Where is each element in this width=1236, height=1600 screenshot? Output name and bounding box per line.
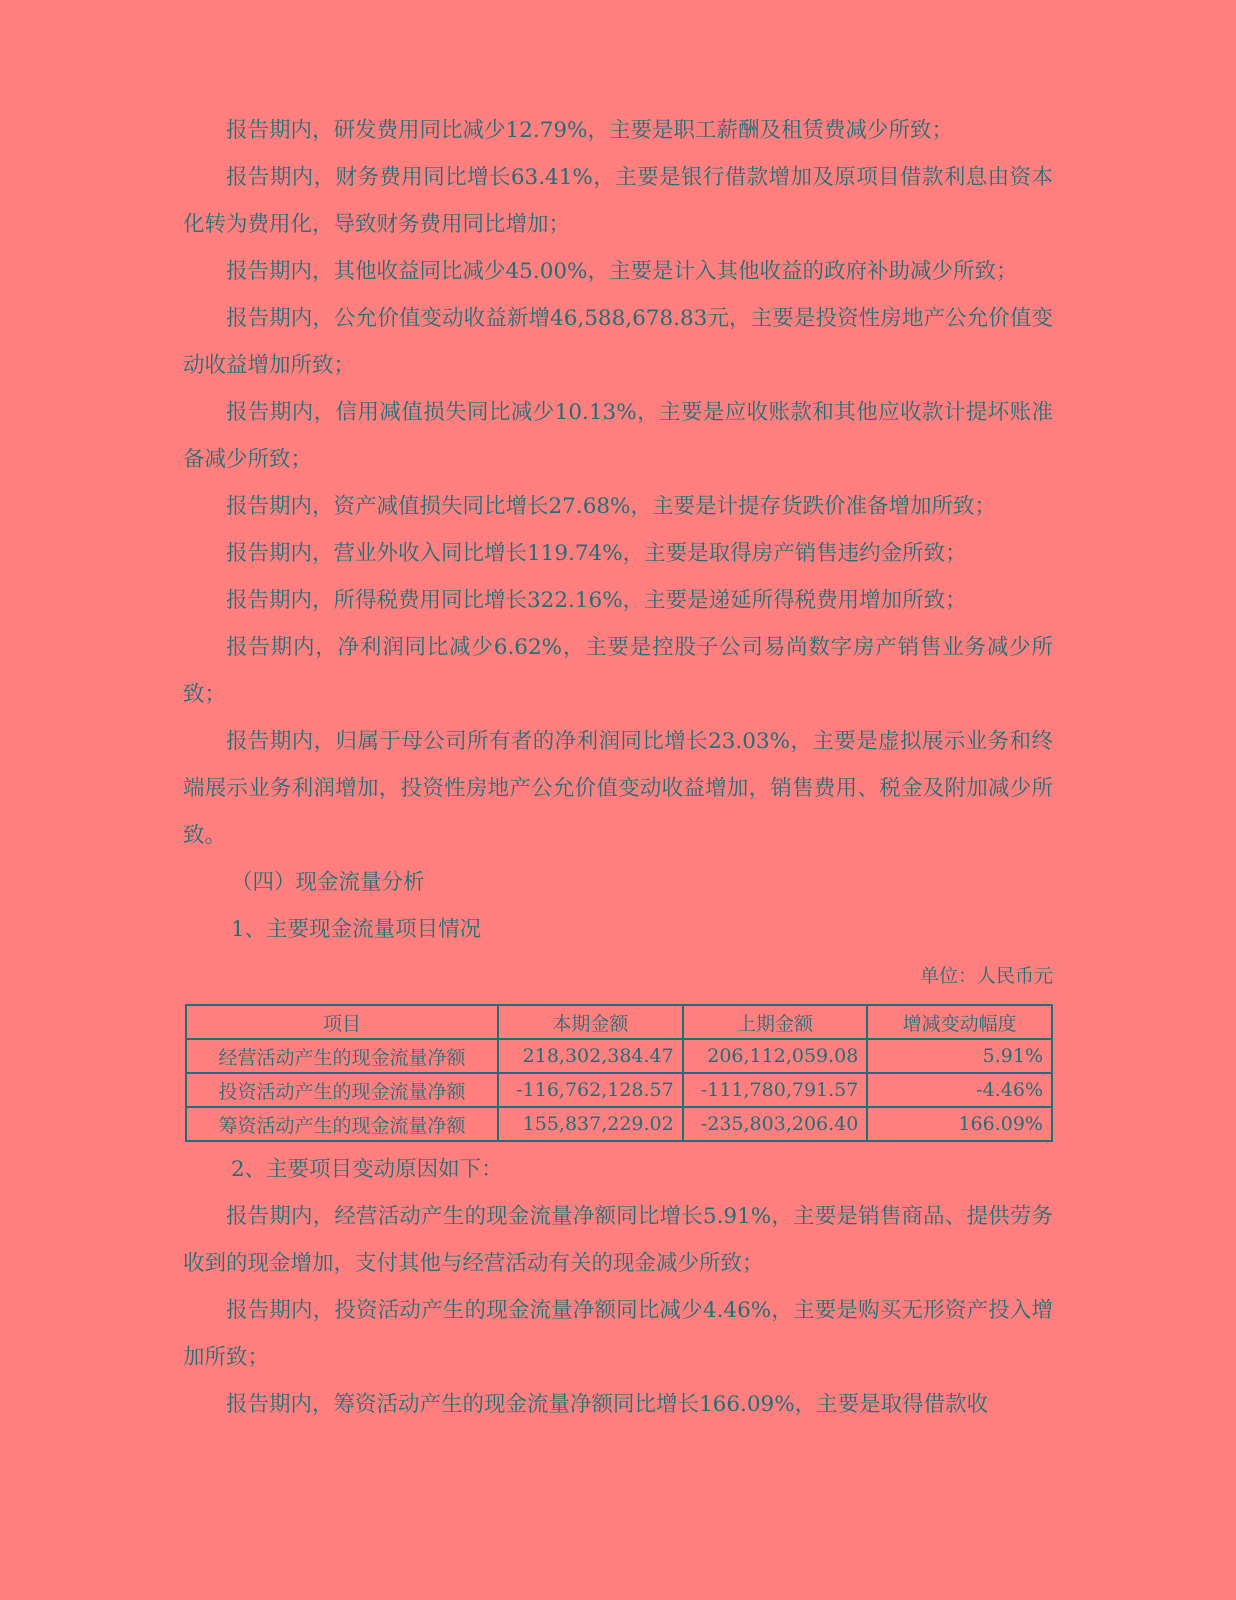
table-cell-change: 166.09%	[867, 1107, 1052, 1141]
paragraph-other-income: 报告期内，其他收益同比减少45.00%，主要是计入其他收益的政府补助减少所致；	[226, 259, 1018, 284]
table-header-row	[186, 1005, 1052, 1039]
paragraph-rd-expense: 报告期内，研发费用同比减少12.79%，主要是职工薪酬及租赁费减少所致；	[226, 118, 953, 143]
unit-label: 单位：人民币元	[919, 965, 1053, 987]
table-cell-current: 155,837,229.02	[498, 1107, 683, 1141]
table-cell-change: 5.91%	[867, 1039, 1052, 1073]
column-header-item: 项目	[186, 1005, 498, 1039]
table-cell-current: 218,302,384.47	[498, 1039, 683, 1073]
subheading-main-cash-flow-items: 1、主要现金流量项目情况	[231, 917, 482, 942]
paragraph-income-tax: 报告期内，所得税费用同比增长322.16%，主要是递延所得税费用增加所致；	[226, 588, 967, 613]
column-header-prior-amount: 上期金额	[683, 1005, 868, 1039]
column-header-change-rate: 增减变动幅度	[867, 1005, 1052, 1039]
paragraph-parent-net-profit: 报告期内，归属于母公司所有者的净利润同比增长23.03%，主要是虚拟展示业务和终端展示业务利润增加，投资性房地产公允价值变动收益增加，销售费用、税金及附加减少所致。	[183, 729, 1053, 848]
paragraph-net-profit: 报告期内，净利润同比减少6.62%，主要是控股子公司易尚数字房产销售业务减少所致；	[183, 635, 1053, 707]
paragraph-investing-cash-flow: 报告期内，投资活动产生的现金流量净额同比减少4.46%，主要是购买无形资产投入增加所致；	[183, 1298, 1053, 1370]
table-cell-current: -116,762,128.57	[498, 1073, 683, 1107]
paragraph-finance-expense: 报告期内，财务费用同比增长63.41%，主要是银行借款增加及原项目借款利息由资本化转为费用化，导致财务费用同比增加；	[183, 165, 1053, 237]
paragraph-asset-impairment: 报告期内，资产减值损失同比增长27.68%，主要是计提存货跌价准备增加所致；	[226, 494, 996, 519]
cash-flow-table	[185, 1004, 1053, 1142]
table-row	[186, 1107, 1052, 1141]
table-row	[186, 1039, 1052, 1073]
table-cell-item: 筹资活动产生的现金流量净额	[186, 1107, 498, 1141]
table-cell-prior: 206,112,059.08	[683, 1039, 868, 1073]
paragraph-operating-cash-flow: 报告期内，经营活动产生的现金流量净额同比增长5.91%，主要是销售商品、提供劳务收到的现金增加，支付其他与经营活动有关的现金减少所致；	[183, 1204, 1053, 1276]
paragraph-financing-cash-flow: 报告期内，筹资活动产生的现金流量净额同比增长166.09%，主要是取得借款收	[226, 1392, 989, 1417]
paragraph-credit-impairment: 报告期内，信用减值损失同比减少10.13%，主要是应收账款和其他应收款计提坏账准备减少所致；	[183, 400, 1053, 472]
paragraph-fair-value-gain: 报告期内，公允价值变动收益新增46,588,678.83元，主要是投资性房地产公允价值变动收益增加所致；	[183, 306, 1053, 378]
table-cell-item: 投资活动产生的现金流量净额	[186, 1073, 498, 1107]
column-header-current-amount: 本期金额	[498, 1005, 683, 1039]
table-cell-prior: -111,780,791.57	[683, 1073, 868, 1107]
table-cell-change: -4.46%	[867, 1073, 1052, 1107]
section-heading-cash-flow: （四）现金流量分析	[231, 870, 425, 895]
table-row	[186, 1073, 1052, 1107]
subheading-change-reasons: 2、主要项目变动原因如下：	[231, 1157, 503, 1182]
paragraph-non-operating-income: 报告期内，营业外收入同比增长119.74%，主要是取得房产销售违约金所致；	[226, 541, 967, 566]
table-cell-prior: -235,803,206.40	[683, 1107, 868, 1141]
table-cell-item: 经营活动产生的现金流量净额	[186, 1039, 498, 1073]
document-body	[183, 107, 1053, 1428]
